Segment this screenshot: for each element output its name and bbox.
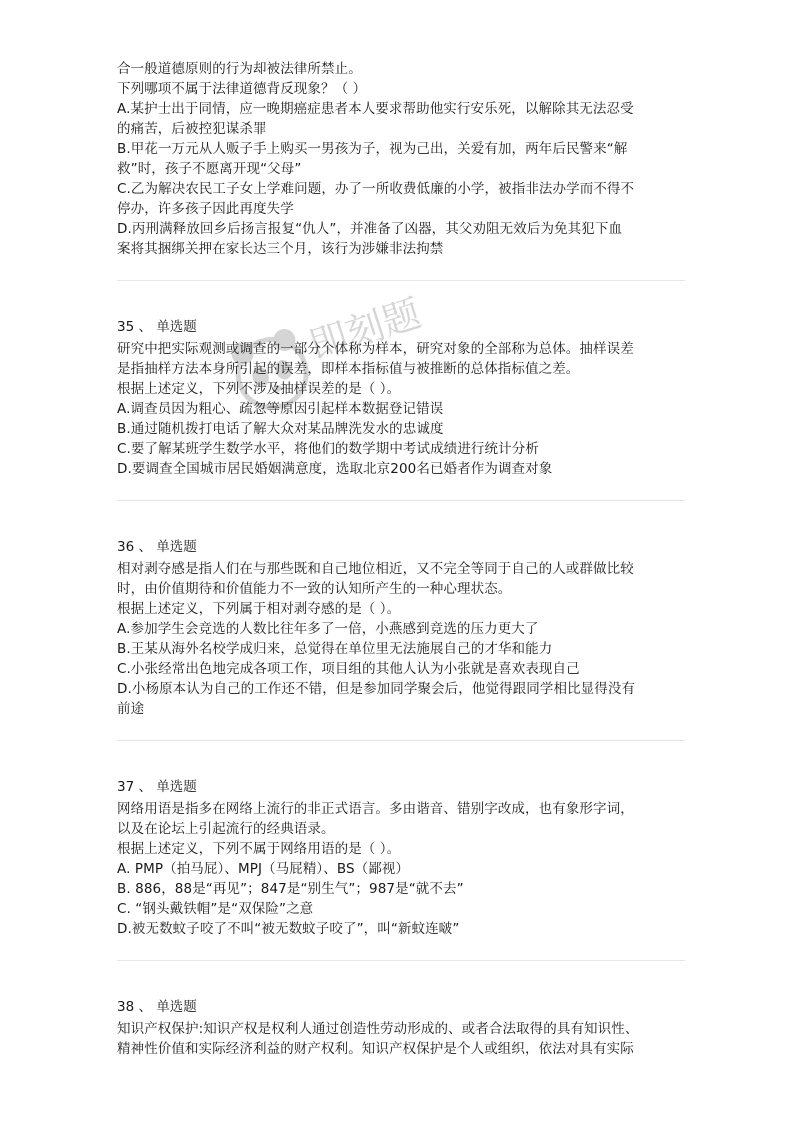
question-line: 精神性价值和实际经济利益的财产权利。知识产权保护是个人或组织，依法对具有实际 <box>117 1041 634 1057</box>
question-header: 35 、 单选题 <box>117 319 197 335</box>
question-line: 知识产权保护:知识产权是权利人通过创造性劳动形成的、或者合法取得的具有知识性、 <box>117 1021 639 1037</box>
watermark-text: 即刻题 <box>304 290 427 369</box>
option-b: B.王某从海外名校学成归来，总觉得在单位里无法施展自己的才华和能力 <box>117 641 553 657</box>
option-d: D.要调查全国城市居民婚姻满意度，选取北京200名已婚者作为调查对象 <box>117 461 553 477</box>
intro-line: B.甲花一万元从人贩子手上购买一男孩为子，视为己出，关爱有加，两年后民警来“解 <box>117 141 628 157</box>
question-line: 时，由价值期待和价值能力不一致的认知所产生的一种心理状态。 <box>117 581 512 597</box>
question-header: 38 、 单选题 <box>117 999 197 1015</box>
intro-line: 停办，许多孩子因此再度失学 <box>117 201 294 217</box>
question-line: 根据上述定义，下列不涉及抽样误差的是（ ）。 <box>117 381 401 397</box>
intro-line: D.丙刑满释放回乡后扬言报复“仇人”，并准备了凶器，其父劝阻无效后为免其犯下血 <box>117 221 623 237</box>
intro-line: A.某护士出于同情，应一晚期癌症患者本人要求帮助他实行安乐死，以解除其无法忍受 <box>117 101 634 117</box>
intro-line: 合一般道德原则的行为却被法律所禁止。 <box>117 61 362 77</box>
option-b: B. 886，88是“再见”；847是“别生气”；987是“就不去” <box>117 881 464 897</box>
intro-line: 救”时，孩子不愿离开现“父母” <box>117 161 302 177</box>
question-line: 研究中把实际观测或调查的一部分个体称为样本，研究对象的全部称为总体。抽样误差 <box>117 341 634 357</box>
option-d-continued: 前途 <box>117 701 145 717</box>
question-header: 37 、 单选题 <box>117 779 197 795</box>
question-line: 根据上述定义，下列属于相对剥夺感的是（ ）。 <box>117 601 401 617</box>
option-c: C.小张经常出色地完成各项工作，项目组的其他人认为小张就是喜欢表现自己 <box>117 661 580 677</box>
question-line: 以及在论坛上引起流行的经典语录。 <box>117 821 335 837</box>
question-line: 根据上述定义，下列不属于网络用语的是（ ）。 <box>117 841 401 857</box>
section-divider <box>117 280 685 281</box>
option-a: A.参加学生会竞选的人数比往年多了一倍，小燕感到竞选的压力更大了 <box>117 621 539 637</box>
section-divider <box>117 960 685 961</box>
question-line: 网络用语是指多在网络上流行的非正式语言。多由谐音、错别字改成，也有象形字词， <box>117 801 634 817</box>
section-divider <box>117 500 685 501</box>
option-b: B.通过随机拨打电话了解大众对某品牌洗发水的忠诚度 <box>117 421 444 437</box>
intro-line: 的痛苦，后被控犯谋杀罪 <box>117 121 267 137</box>
question-header: 36 、 单选题 <box>117 539 197 555</box>
option-d: D.被无数蚊子咬了不叫“被无数蚊子咬了”，叫“新蚊连啵” <box>117 921 460 937</box>
intro-line: 下列哪项不属于法律道德背反现象？（ ） <box>117 81 367 97</box>
section-divider <box>117 740 685 741</box>
option-a: A. PMP（拍马屁）、MPJ（马屁精）、BS（鄙视） <box>117 861 410 877</box>
option-c: C.要了解某班学生数学水平，将他们的数学期中考试成绩进行统计分析 <box>117 441 539 457</box>
question-line: 是指抽样方法本身所引起的误差，即样本指标值与被推断的总体指标值之差。 <box>117 361 580 377</box>
intro-line: 案将其捆绑关押在家长达三个月，该行为涉嫌非法拘禁 <box>117 241 444 257</box>
option-d: D.小杨原本认为自己的工作还不错，但是参加同学聚会后，他觉得跟同学相比显得没有 <box>117 681 636 697</box>
option-c: C. “钢头戴铁帽”是“双保险”之意 <box>117 901 314 917</box>
option-a: A.调查员因为粗心、疏忽等原因引起样本数据登记错误 <box>117 401 444 417</box>
question-line: 相对剥夺感是指人们在与那些既和自己地位相近，又不完全等同于自己的人或群做比较 <box>117 561 634 577</box>
intro-line: C.乙为解决农民工子女上学难问题，办了一所收费低廉的小学，被指非法办学而不得不 <box>117 181 635 197</box>
